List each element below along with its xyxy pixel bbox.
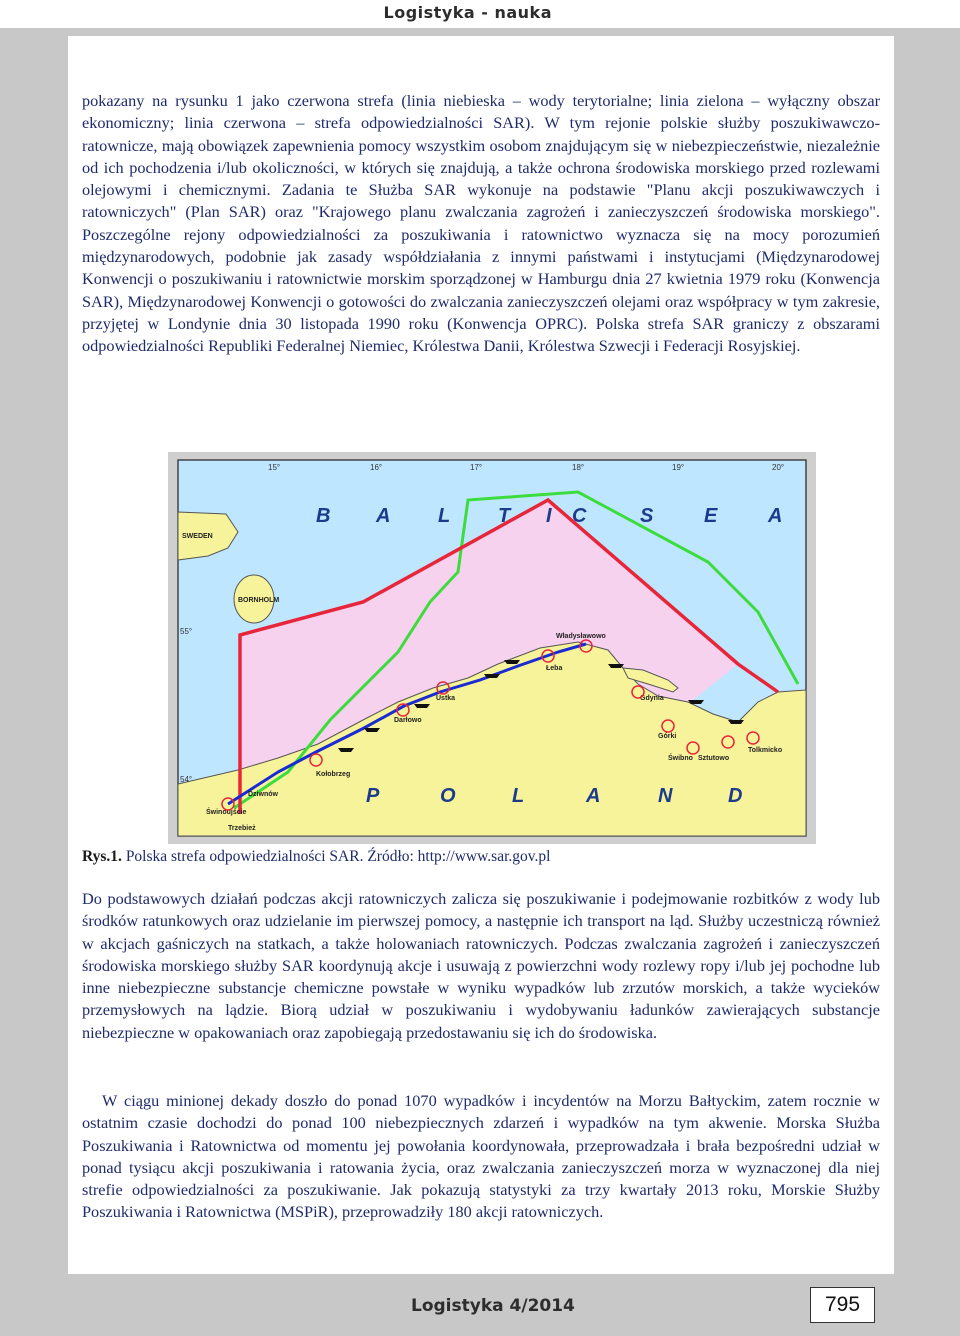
journal-title: Logistyka - nauka — [383, 3, 552, 22]
label-kolobrzeg: Kołobrzeg — [316, 771, 351, 778]
label-ustka: Ustka — [436, 695, 456, 702]
figure-caption — [82, 848, 550, 866]
sea-letter: A — [768, 505, 783, 527]
poland-letter: A — [586, 785, 601, 807]
label-swinoujscie: Świnoujście — [206, 809, 247, 816]
label-bornholm: BORNHOLM — [238, 597, 280, 604]
poland-letter: N — [658, 785, 673, 807]
sea-name-letters — [316, 505, 782, 527]
label-swibno: Świbno — [668, 755, 693, 762]
poland-letter: L — [512, 785, 525, 807]
label-sztutowo: Sztutowo — [698, 755, 730, 762]
poland-letter: D — [728, 785, 743, 807]
label-gorki: Górki — [658, 733, 677, 740]
page — [68, 36, 894, 1274]
caption-text: Polska strefa odpowiedzialności SAR. Źródło: http://www.sar.gov.pl — [121, 848, 551, 865]
sea-letter: C — [572, 505, 587, 527]
sea-letter: I — [546, 505, 552, 527]
sea-letter: A — [376, 505, 391, 527]
poland-letter: P — [366, 785, 380, 807]
lon-tick: 19° — [672, 463, 685, 472]
paragraph-sar-zone: pokazany na rysunku 1 jako czerwona strefa (linia niebieska – wody terytorialne; linia zielona – wyłączny obszar ekonomiczny; linia czerwona – strefa odpowiedzialności SAR). W tym rejonie polskie służby poszukiwawczo- ratownicze, mają obowiązek zapewnienia pomocy wszystkim osobom znajdującym się w niebezpieczeństwie, niezależnie od ich pochodzenia i/lub okoliczności, w których się znajdują, a także ochrona środowiska morskiego przed rozlewami olejowymi i chemicznymi. Zadania te Służba SAR wykonuje na podstawie "Planu akcji poszukiwawczych i ratowniczych" (Plan SAR) oraz "Krajowego planu zwalczania zagrożeń i zanieczyszczeń środowiska morskiego". Poszczególne rejony odpowiedzialności za poszukiwania i ratownictwo wyznacza się na mocy porozumień międzynarodowych, podobnie jak zasady współdziałania z innymi państwami i instytucjami (Międzynarodowej Konwencji o poszukiwaniu i ratownictwie morskim sporządzonej w Hamburgu dnia 27 kwietnia 1979 roku (Konwencja SAR), Międzynarodowej Konwencji o gotowości do zwalczania zanieczyszczeń olejami oraz współpracy w tym zakresie, przyjętej w Londynie dnia 30 listopada 1990 roku (Konwencja OPRC). Polska strefa SAR graniczy z obszarami odpowiedzialności Republiki Federalnej Niemiec, Królestwa Danii, Królestwa Szwecji i Federacji Rosyjskiej. — [82, 91, 880, 356]
header-bar — [0, 0, 960, 28]
sea-letter: L — [438, 505, 451, 527]
lon-tick: 15° — [268, 463, 281, 472]
lat-tick: 54° — [180, 775, 193, 784]
label-sweden: SWEDEN — [182, 533, 213, 540]
footer-journal-issue: Logistyka 4/2014 — [411, 1296, 575, 1316]
sar-zone-map — [168, 452, 816, 844]
lat-tick: 55° — [180, 627, 193, 636]
label-dziwnow: Dziwnów — [248, 791, 278, 798]
label-gdynia: Gdynia — [640, 695, 664, 702]
lon-tick: 20° — [772, 463, 785, 472]
paragraph-statistics: W ciągu minionej dekady doszło do ponad 1070 wypadków i incydentów na Morzu Bałtyckim, zatem rocznie w ostatnim czasie dochodzi do ponad 100 niebezpiecznych zdarzeń i wypadków na tym akwenie. Morska Służba Poszukiwania i Ratownictwa od momentu jej powołania koordynowała, przeprowadzała i brała bezpośredni udział w ponad tysiącu akcji poszukiwania i ratowania życia, oraz zwalczania zanieczyszczeń morza w wyznaczonej dla niej strefie odpowiedzialności za poszukiwanie. Jak pokazują statystyki za trzy kwartały 2013 roku, Morskie Służby Poszukiwania i Ratownictwa (MSPiR), przeprowadziły 180 akcji ratowniczych. — [82, 1091, 880, 1222]
poland-letter: O — [440, 785, 456, 807]
sea-letter: T — [498, 505, 511, 527]
label-trzebiez: Trzebież — [228, 825, 256, 832]
paragraph-rescue-actions: Do podstawowych działań podczas akcji ratowniczych zalicza się poszukiwanie i podejmowanie rozbitków z wody lub środków ratunkowych oraz udzielanie im pierwszej pomocy, a następnie ich transport na ląd. Służby uczestniczą również w akcjach gaśniczych na statkach, a także holowaniach ratowniczych. Podczas zwalczania zagrożeń i zanieczyszczeń środowiska morskiego służby SAR koordynują akcje i usuwają z powierzchni wody rozlewy ropy i/lub jej pochodne lub inne niebezpieczne substancje chemiczne powstałe w wyniku wypadków lub zrzutów morskich, a także wycieków przemysłowych na lądzie. Biorą udział w poszukiwaniu i wydobywaniu ładunków zawierających substancje niebezpieczne w opakowaniach oraz zapobiegają przedostawaniu się ich do środowiska. — [82, 889, 880, 1042]
label-darlowo: Darłowo — [394, 717, 422, 724]
page-number: 795 — [810, 1287, 875, 1323]
sea-letter: S — [640, 505, 654, 527]
label-wladyslawowo: Władysławowo — [556, 633, 606, 640]
label-leba: Łeba — [546, 665, 563, 672]
sea-letter: E — [704, 505, 718, 527]
caption-label: Rys.1. — [82, 848, 122, 865]
sea-letter: B — [316, 505, 331, 527]
label-tolkmicko: Tolkmicko — [748, 747, 783, 754]
lon-tick: 17° — [470, 463, 483, 472]
lon-tick: 16° — [370, 463, 383, 472]
lon-tick: 18° — [572, 463, 585, 472]
